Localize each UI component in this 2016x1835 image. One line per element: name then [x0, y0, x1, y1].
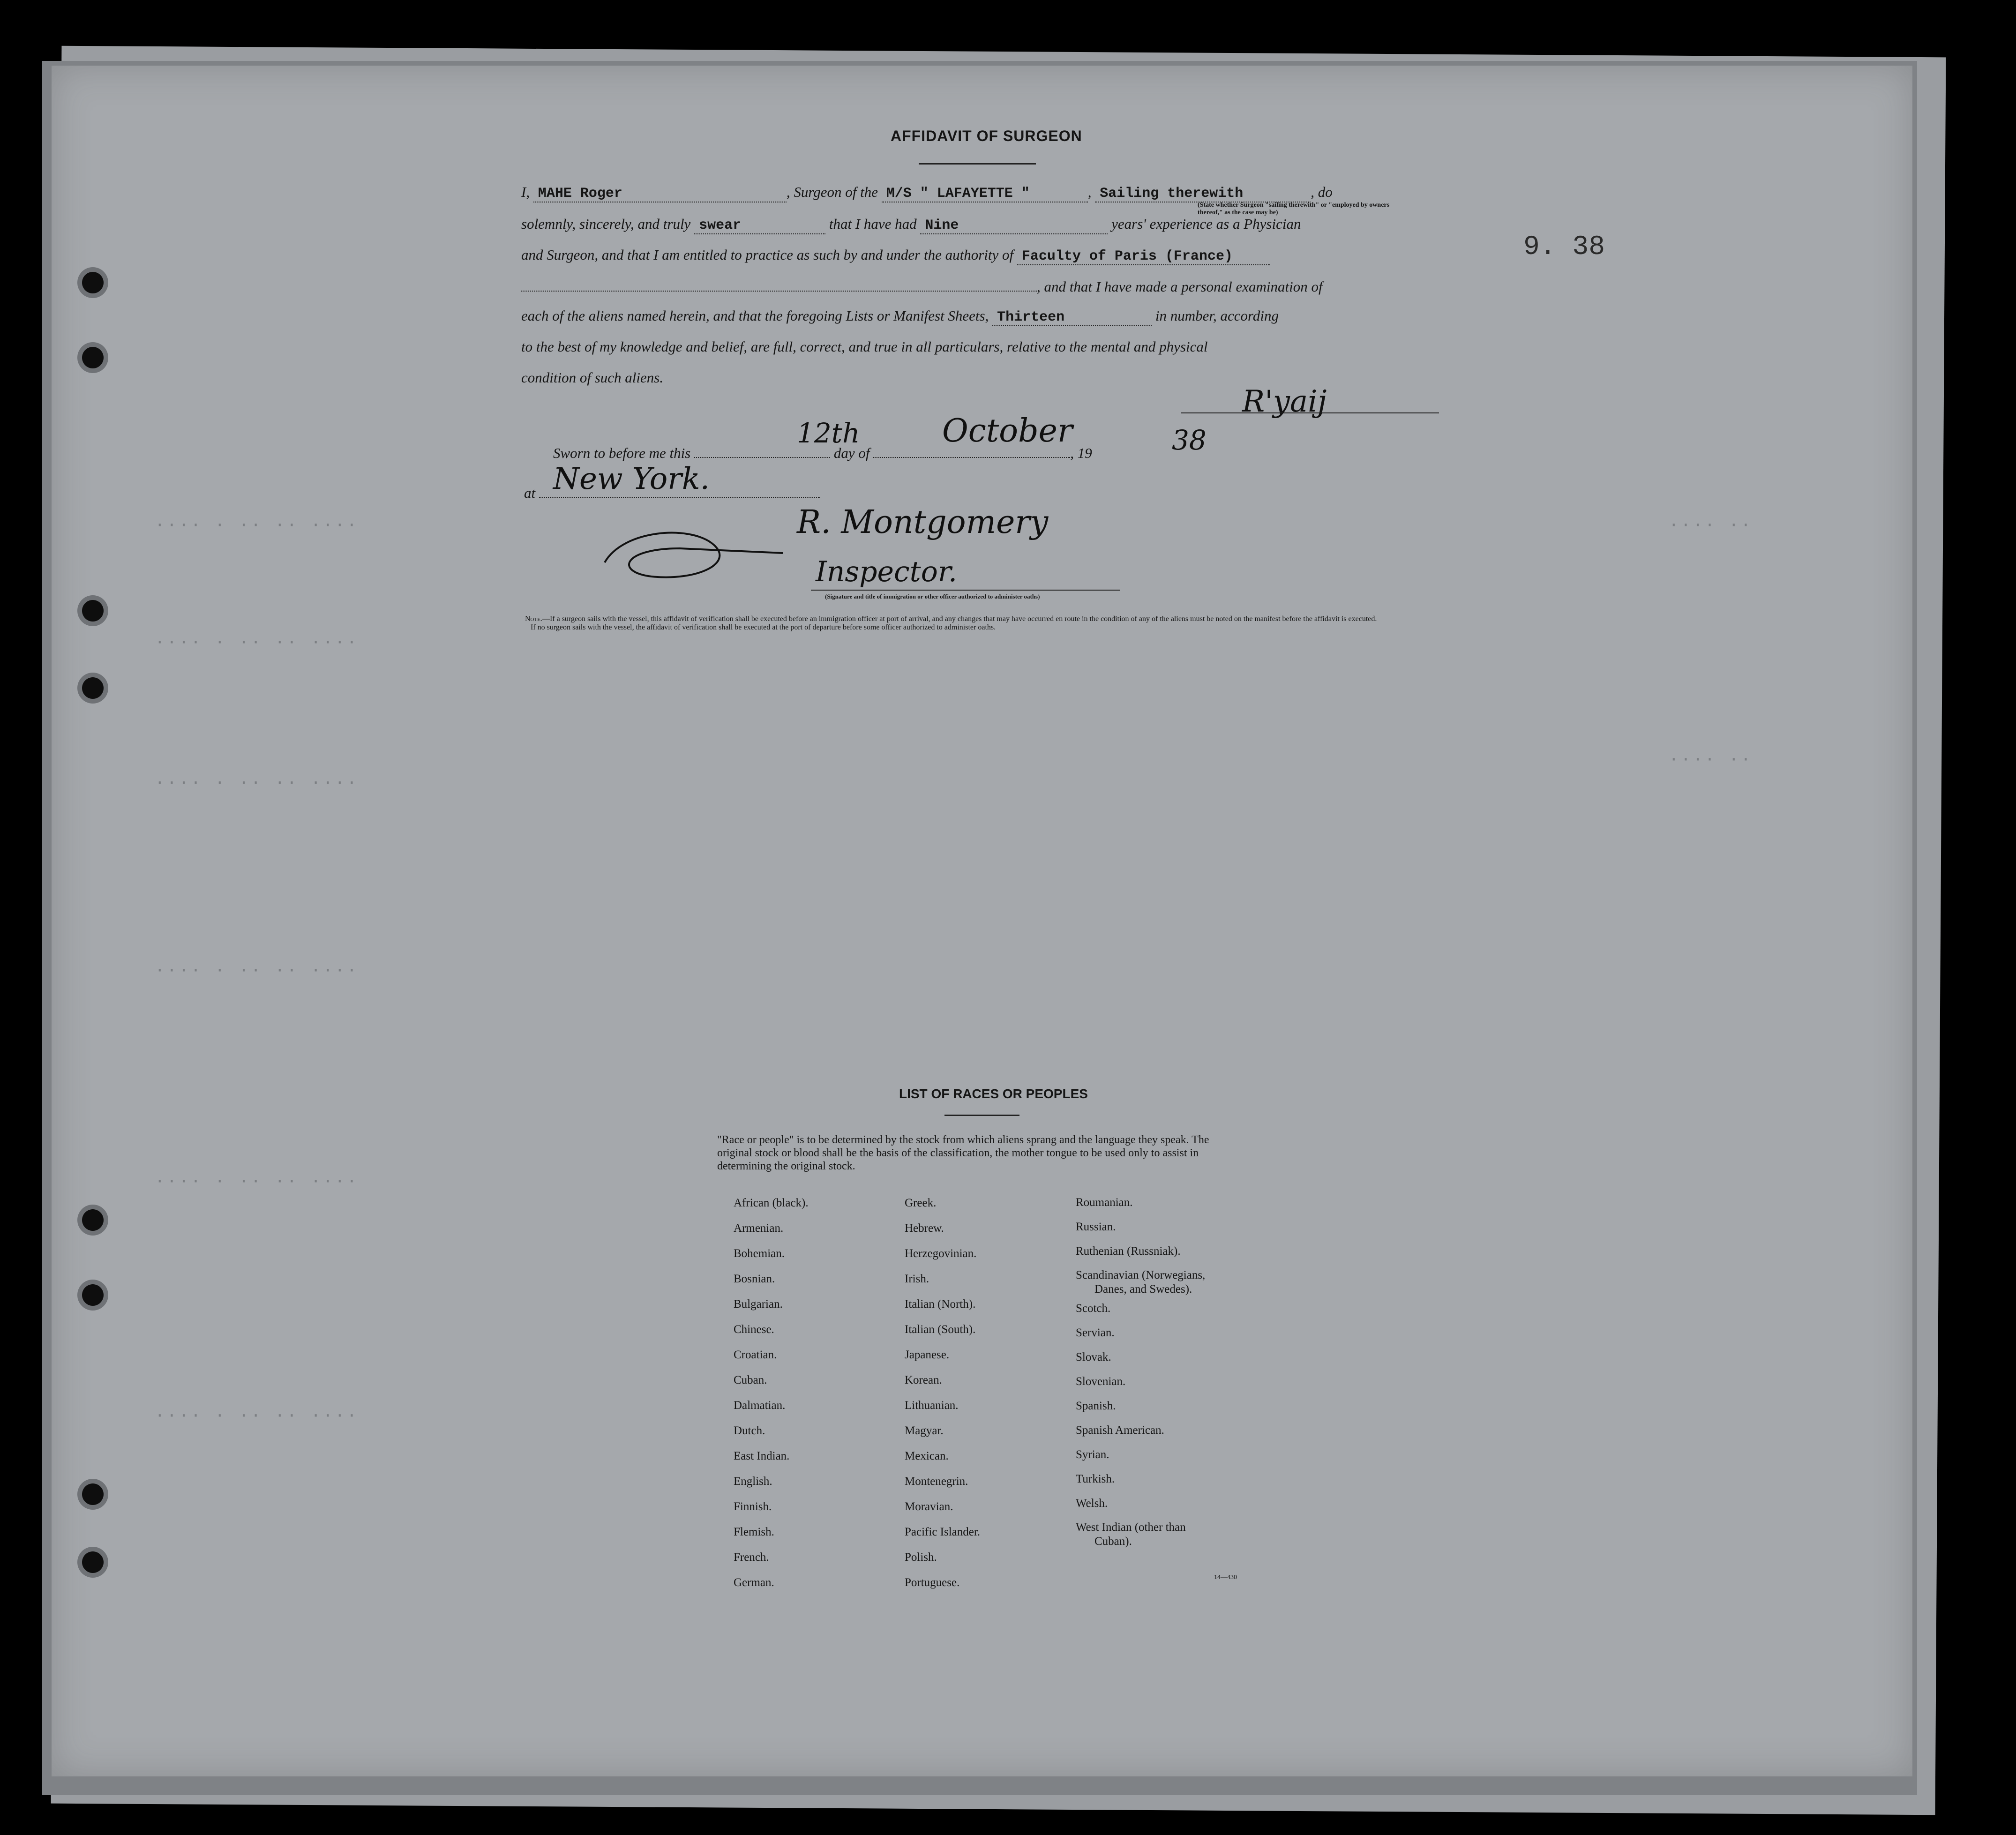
- race-item: Dalmatian.: [734, 1399, 786, 1412]
- officer-signature-line: [811, 590, 1120, 591]
- affidavit-line-4: , and that I have made a personal examination of: [521, 277, 1440, 300]
- bleed-through-text: ···· · ·· ·· ····: [155, 1172, 359, 1191]
- binder-hole: [82, 272, 104, 293]
- race-item: Bosnian.: [734, 1273, 775, 1285]
- race-item: Mexican.: [905, 1450, 949, 1462]
- race-item: Japanese.: [905, 1348, 950, 1361]
- oath-field: swear: [694, 217, 825, 234]
- race-item: Danes, and Swedes).: [1094, 1283, 1192, 1296]
- race-item: Slovak.: [1076, 1351, 1111, 1363]
- race-item: Bohemian.: [734, 1247, 785, 1260]
- authority-continuation-field: [521, 277, 1037, 292]
- race-item: Greek.: [905, 1197, 937, 1209]
- bleed-through-text: ···· · ·· ·· ····: [155, 633, 359, 652]
- race-item: Cuban.: [734, 1374, 767, 1386]
- race-item: Russian.: [1076, 1221, 1116, 1233]
- race-item: Bulgarian.: [734, 1298, 783, 1311]
- race-item: Spanish.: [1076, 1400, 1116, 1412]
- at-place-handwritten: New York.: [553, 462, 710, 496]
- manifest-sheets-count-field: Thirteen: [992, 309, 1152, 326]
- race-item: Herzegovinian.: [905, 1247, 977, 1260]
- race-item: Syrian.: [1076, 1448, 1109, 1461]
- race-item: Finnish.: [734, 1500, 772, 1513]
- bleed-through-text: ···· ··: [1669, 750, 1753, 769]
- race-item: Korean.: [905, 1374, 942, 1386]
- race-item: Moravian.: [905, 1500, 953, 1513]
- note-text-2: If no surgeon sails with the vessel, the affidavit of verification shall be executed at the port of departure before some officer authorized to administer oaths.: [531, 623, 996, 631]
- affidavit-title: AFFIDAVIT OF SURGEON: [891, 127, 1082, 144]
- race-item: Irish.: [905, 1273, 929, 1285]
- race-item: French.: [734, 1551, 769, 1564]
- affidavit-line-1: I, MAHE Roger , Surgeon of the M/S " LAFAYETTE " , Sailing therewith , do: [521, 184, 1333, 202]
- race-item: Lithuanian.: [905, 1399, 959, 1412]
- races-column-3: [1076, 1191, 1205, 1549]
- note-label: Note.: [525, 615, 542, 623]
- race-item: Scandinavian (Norwegians,: [1076, 1269, 1206, 1281]
- affidavit-line-2: solemnly, sincerely, and truly swear that I have had Nine years' experience as a Physician: [521, 216, 1301, 233]
- race-item: Servian.: [1076, 1326, 1115, 1339]
- race-item: English.: [734, 1475, 772, 1488]
- authority-field: Faculty of Paris (France): [1017, 248, 1270, 265]
- race-item: Montenegrin.: [905, 1475, 968, 1488]
- affidavit-line-3: and Surgeon, and that I am entitled to practice as such by and under the authority of Faculty of Paris (France): [521, 247, 1440, 270]
- affidavit-line-5: each of the aliens named herein, and that the foregoing Lists or Manifest Sheets, Thirteen in number, according: [521, 307, 1279, 325]
- race-item: Portuguese.: [905, 1576, 960, 1589]
- race-item: Roumanian.: [1076, 1196, 1133, 1209]
- surgeon-signature: R'yaij: [1242, 384, 1327, 419]
- race-item: Armenian.: [734, 1222, 784, 1235]
- note-text-1: —If a surgeon sails with the vessel, this affidavit of verification shall be executed before an immigration officer at port of arrival, and any changes that may have occurred en route in the condition of any of the aliens must be noted on the manifest before the affidavit is executed.: [542, 615, 1377, 623]
- races-column-2: [905, 1191, 980, 1595]
- officer-signature: R. Montgomery: [797, 504, 1049, 541]
- races-column-1: [734, 1191, 809, 1595]
- binder-hole: [82, 600, 104, 622]
- sworn-year-handwritten: 38: [1172, 424, 1207, 456]
- race-item: Flemish.: [734, 1526, 774, 1538]
- sworn-line: Sworn to before me this day of , 19: [553, 443, 1472, 466]
- binder-hole: [82, 347, 104, 368]
- note-paragraph: [525, 615, 1444, 632]
- race-item: West Indian (other than: [1076, 1521, 1186, 1534]
- race-item: Spanish American.: [1076, 1424, 1164, 1437]
- signature-caption: (Signature and title of immigration or other officer authorized to administer oaths): [825, 593, 1040, 600]
- surgeon-signature-line: [1181, 412, 1439, 413]
- bleed-through-text: ···· ··: [1669, 516, 1753, 535]
- race-item: Scotch.: [1076, 1302, 1111, 1315]
- bleed-through-text: ···· · ·· ·· ····: [155, 1406, 359, 1425]
- race-item: Croatian.: [734, 1348, 777, 1361]
- bleed-through-text: ···· · ·· ·· ····: [155, 773, 359, 793]
- race-item: East Indian.: [734, 1450, 790, 1462]
- sworn-month-handwritten: October: [942, 412, 1073, 449]
- binder-hole: [82, 1483, 104, 1505]
- affidavit-line-6: to the best of my knowledge and belief, are full, correct, and true in all particulars, relative to the mental and physical: [521, 338, 1208, 355]
- race-item: Hebrew.: [905, 1222, 944, 1235]
- race-item: Turkish.: [1076, 1473, 1115, 1485]
- race-item: Italian (South).: [905, 1323, 976, 1336]
- binder-hole: [82, 1209, 104, 1231]
- race-item: Slovenian.: [1076, 1375, 1126, 1388]
- sailing-status-field: Sailing therewith: [1095, 186, 1311, 202]
- sworn-day-handwritten: 12th: [797, 417, 860, 449]
- affidavit-line-7: condition of such aliens.: [521, 369, 664, 386]
- years-experience-field: Nine: [920, 217, 1108, 234]
- race-item: Ruthenian (Russniak).: [1076, 1245, 1181, 1258]
- bleed-through-text: ···· · ·· ·· ····: [155, 516, 359, 535]
- race-item: Chinese.: [734, 1323, 774, 1336]
- race-item: Italian (North).: [905, 1298, 976, 1311]
- form-number: 14—430: [1214, 1574, 1237, 1581]
- at-line: at: [524, 483, 1443, 506]
- race-item: German.: [734, 1576, 774, 1589]
- race-item: Cuban).: [1094, 1535, 1132, 1548]
- sailing-status-note: (State whether Surgeon "sailing therewith" or "employed by owners thereof," as the case may be): [1198, 202, 1390, 216]
- title-underline: [919, 163, 1036, 165]
- race-item: Magyar.: [905, 1424, 944, 1437]
- officer-signature-flourish: [595, 520, 792, 591]
- race-item: Welsh.: [1076, 1497, 1108, 1510]
- surgeon-name-field: MAHE Roger: [533, 186, 787, 202]
- race-item: Pacific Islander.: [905, 1526, 981, 1538]
- officer-title: Inspector.: [816, 555, 958, 588]
- races-intro: "Race or people" is to be determined by the stock from which aliens sprang and the language they speak. The original stock or blood shall be the basis of the classification, the mother tongue to be used only to assist in determining the original stock.: [717, 1134, 1209, 1172]
- binder-hole: [82, 677, 104, 699]
- binder-hole: [82, 1551, 104, 1573]
- races-title-underline: [944, 1115, 1019, 1116]
- race-item: African (black).: [734, 1197, 809, 1209]
- binder-hole: [82, 1284, 104, 1306]
- bleed-through-text: ···· · ·· ·· ····: [155, 961, 359, 980]
- page-number: 9. 38: [1523, 232, 1605, 262]
- vessel-name-field: M/S " LAFAYETTE ": [882, 186, 1088, 202]
- races-title: LIST OF RACES OR PEOPLES: [899, 1086, 1088, 1101]
- race-item: Polish.: [905, 1551, 937, 1564]
- race-item: Dutch.: [734, 1424, 765, 1437]
